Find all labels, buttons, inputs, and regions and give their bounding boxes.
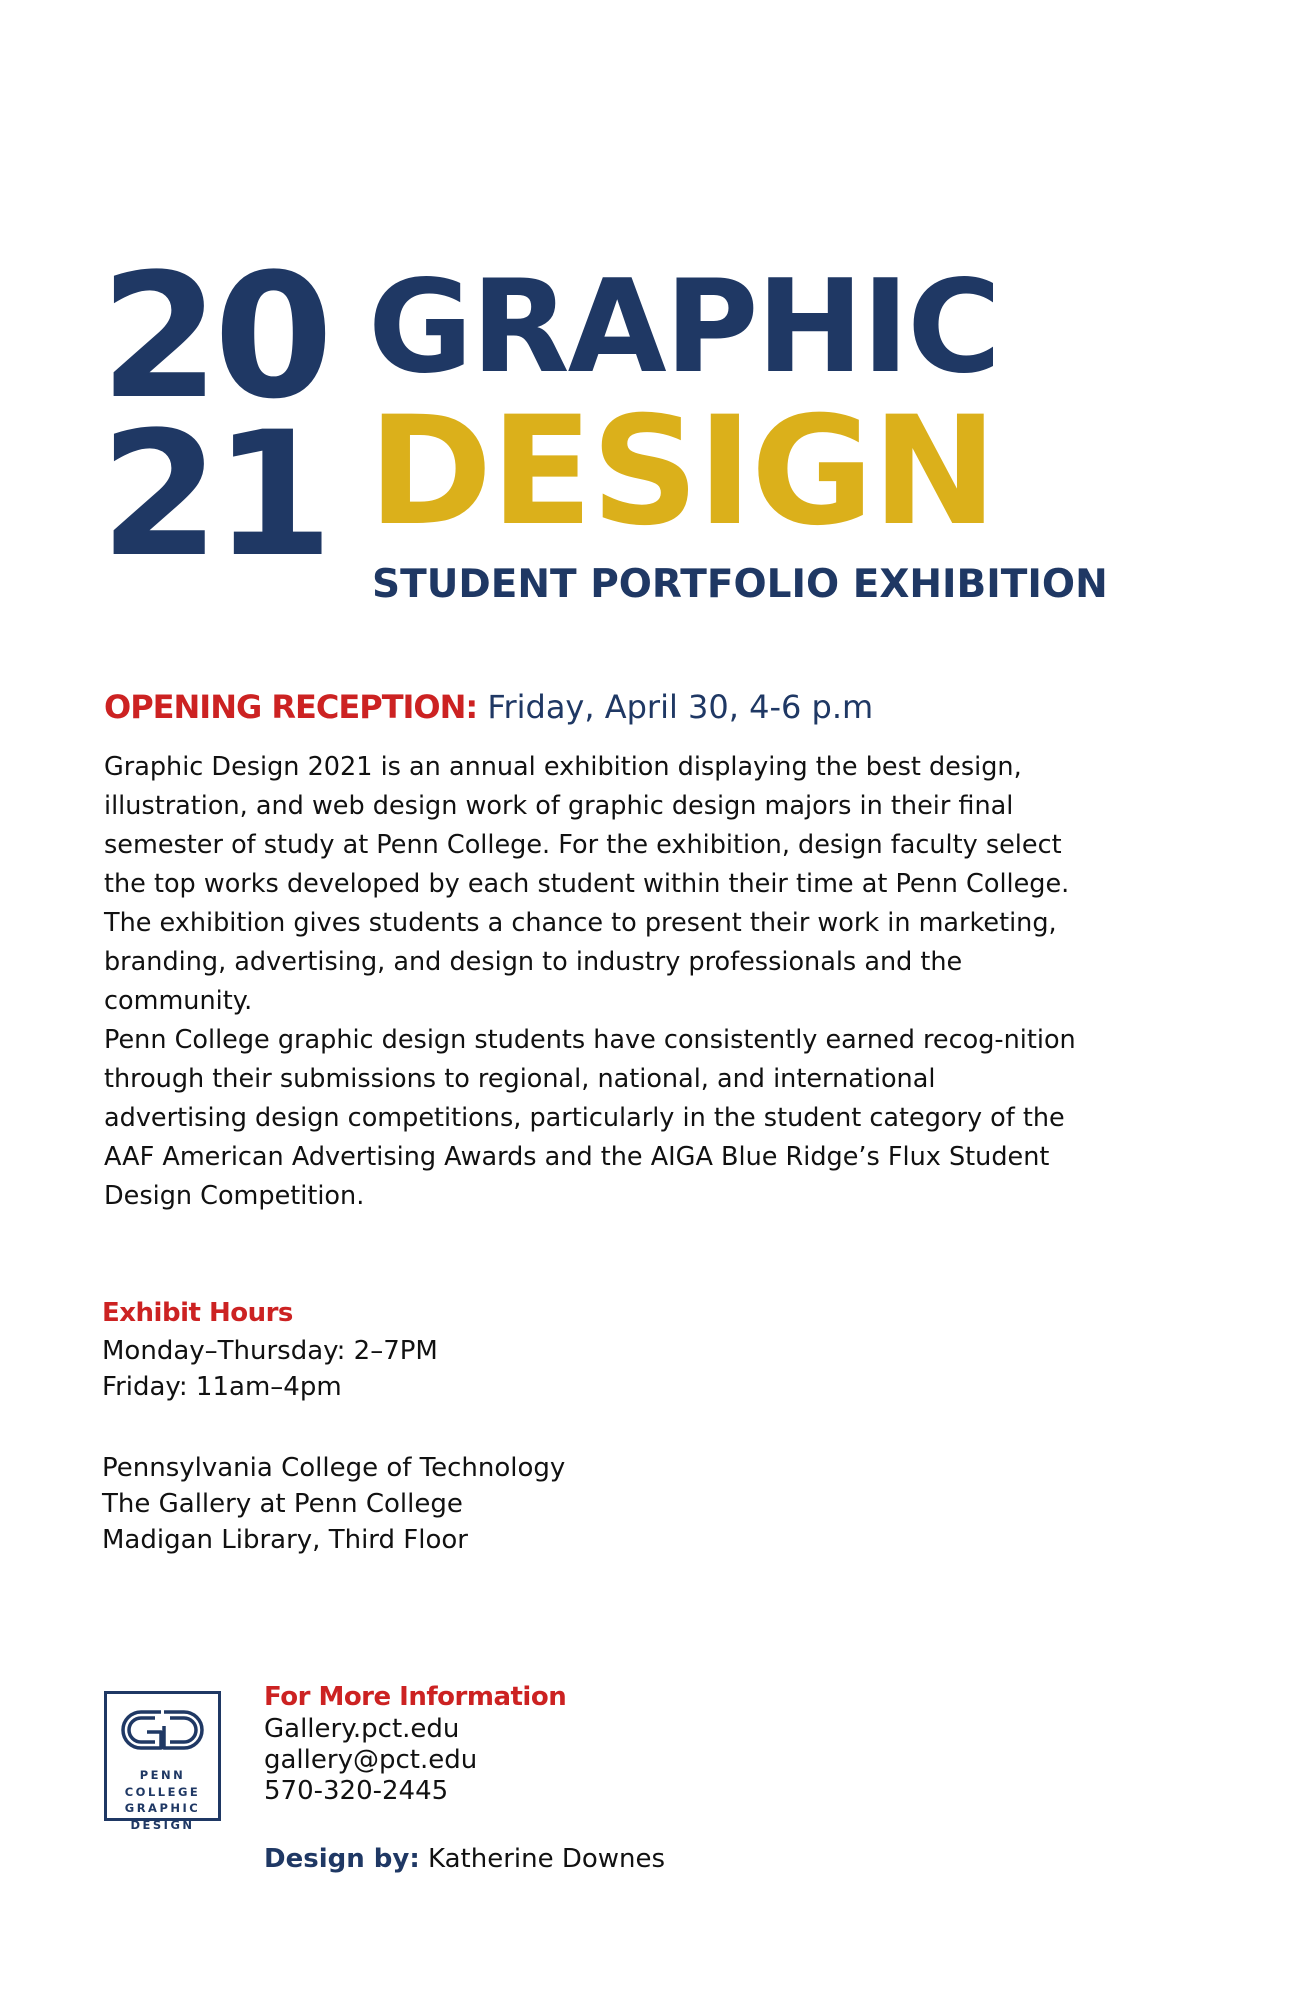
exhibit-hours-heading: Exhibit Hours xyxy=(102,1298,293,1328)
location-block xyxy=(102,1450,565,1558)
exhibition-subtitle: STUDENT PORTFOLIO EXHIBITION xyxy=(372,562,1108,607)
exhibition-description xyxy=(104,748,1084,1216)
location-library: Madigan Library, Third Floor xyxy=(102,1525,468,1555)
gd-monogram-icon xyxy=(117,1702,208,1760)
reception-date: Friday, April 30, 4-6 p.m xyxy=(487,688,874,726)
opening-reception xyxy=(104,686,873,728)
credit-name: Katherine Downes xyxy=(428,1844,666,1874)
year-top: 20 xyxy=(100,236,328,437)
exhibit-hours xyxy=(102,1333,438,1405)
contact-info xyxy=(264,1714,477,1807)
website-link[interactable]: Gallery.pct.edu xyxy=(264,1714,460,1744)
title-line-graphic: GRAPHIC xyxy=(368,253,1000,402)
more-info-heading: For More Information xyxy=(264,1682,567,1712)
email-link[interactable]: gallery@pct.edu xyxy=(264,1745,478,1775)
logo-line-3: GRAPHIC xyxy=(124,1801,201,1815)
reception-label: OPENING RECEPTION: xyxy=(104,688,478,726)
phone-number[interactable]: 570-320-2445 xyxy=(264,1776,449,1806)
hours-friday: Friday: 11am–4pm xyxy=(102,1372,342,1402)
location-college: Pennsylvania College of Technology xyxy=(102,1453,566,1483)
year-display xyxy=(100,236,330,595)
hours-weekday: Monday–Thursday: 2–7PM xyxy=(102,1336,438,1366)
logo-line-2: COLLEGE xyxy=(124,1784,201,1799)
logo-wordmark xyxy=(107,1767,218,1833)
description-paragraph-1: Graphic Design 2021 is an annual exhibition displaying the best design, illustration, and web design work of graphic design majors in their final semester of study at Penn College. For the exhibition, design faculty select the top works developed by each student within their time at Penn College. The exhibition gives students a chance to present their work in marketing, branding, advertising, and design to industry professionals and the community. xyxy=(104,752,1070,1016)
logo-line-1: PENN xyxy=(139,1768,186,1782)
logo-line-4: DESIGN xyxy=(130,1817,195,1832)
location-gallery: The Gallery at Penn College xyxy=(102,1489,463,1519)
credit-label: Design by: xyxy=(264,1844,420,1874)
description-paragraph-2: Penn College graphic design students have consistently earned recog-nition through their submissions to regional, national, and international advertising design competitions, particularly in the student category of the AAF American Advertising Awards and the AIGA Blue Ridge’s Flux Student Design Competition. xyxy=(104,1025,1076,1211)
title-line-design: DESIGN xyxy=(368,385,996,559)
year-bottom: 21 xyxy=(100,394,328,595)
design-credit xyxy=(264,1842,665,1876)
penn-college-graphic-design-logo xyxy=(104,1691,221,1832)
